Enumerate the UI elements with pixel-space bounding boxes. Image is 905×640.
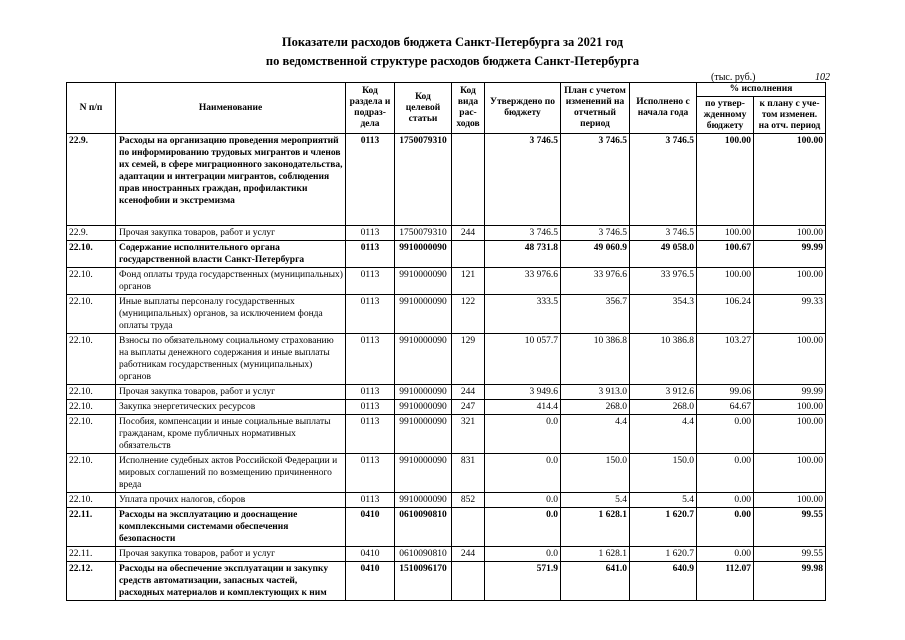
table-row [67, 134, 826, 226]
header-pct-group: % исполнения [697, 83, 826, 97]
row-number: 22.10. [67, 400, 116, 415]
row-approved: 48 731.8 [485, 241, 561, 268]
row-done: 49 058.0 [630, 241, 697, 268]
table-row [67, 547, 826, 562]
row-pct-approved: 0.00 [697, 415, 754, 454]
row-type-code: 244 [452, 547, 485, 562]
row-pct-approved: 106.24 [697, 295, 754, 334]
row-pct-approved: 0.00 [697, 508, 754, 547]
row-plan: 3 746.5 [561, 226, 630, 241]
table-row [67, 241, 826, 268]
row-name: Уплата прочих налогов, сборов [116, 493, 346, 508]
row-type-code: 244 [452, 226, 485, 241]
row-pct-approved: 100.00 [697, 268, 754, 295]
row-target-code: 1750079310 [395, 134, 452, 226]
row-pct-plan: 99.55 [754, 547, 826, 562]
row-type-code [452, 508, 485, 547]
row-type-code: 321 [452, 415, 485, 454]
row-pct-approved: 0.00 [697, 547, 754, 562]
row-done: 1 620.7 [630, 508, 697, 547]
row-plan: 641.0 [561, 562, 630, 601]
header-name: Наименование [116, 83, 346, 134]
row-type-code: 244 [452, 385, 485, 400]
row-target-code: 9910000090 [395, 295, 452, 334]
row-done: 3 746.5 [630, 134, 697, 226]
row-type-code: 122 [452, 295, 485, 334]
row-done: 354.3 [630, 295, 697, 334]
header-num: N п/п [67, 83, 116, 134]
row-target-code: 1750079310 [395, 226, 452, 241]
row-pct-plan: 99.55 [754, 508, 826, 547]
row-number: 22.11. [67, 547, 116, 562]
row-pct-approved: 100.00 [697, 226, 754, 241]
row-plan: 4.4 [561, 415, 630, 454]
budget-table [66, 82, 826, 601]
row-name: Исполнение судебных актов Российской Федерации и мировых соглашений по возмещению причиненного вреда [116, 454, 346, 493]
row-section-code: 0113 [346, 295, 395, 334]
row-done: 268.0 [630, 400, 697, 415]
row-target-code: 0610090810 [395, 547, 452, 562]
row-number: 22.10. [67, 334, 116, 385]
row-target-code: 9910000090 [395, 268, 452, 295]
row-pct-plan: 100.00 [754, 134, 826, 226]
table-row [67, 385, 826, 400]
row-target-code: 9910000090 [395, 385, 452, 400]
row-done: 3 746.5 [630, 226, 697, 241]
row-approved: 0.0 [485, 415, 561, 454]
row-target-code: 9910000090 [395, 334, 452, 385]
row-target-code: 9910000090 [395, 415, 452, 454]
row-target-code: 9910000090 [395, 241, 452, 268]
row-name: Иные выплаты персоналу государственных (муниципальных) органов, за исключением фонда оплаты труда [116, 295, 346, 334]
row-number: 22.10. [67, 415, 116, 454]
table-row [67, 334, 826, 385]
row-target-code: 0610090810 [395, 508, 452, 547]
units-note: (тыс. руб.) [711, 72, 756, 83]
row-target-code: 9910000090 [395, 493, 452, 508]
row-approved: 0.0 [485, 508, 561, 547]
row-section-code: 0410 [346, 508, 395, 547]
header-plan: План с учетом изменений на отчетный период [561, 83, 630, 134]
row-approved: 333.5 [485, 295, 561, 334]
row-pct-plan: 100.00 [754, 268, 826, 295]
row-name: Взносы по обязательному социальному страхованию на выплаты денежного содержания и иные выплаты работникам государственных (муниципальных) органов [116, 334, 346, 385]
row-target-code: 9910000090 [395, 454, 452, 493]
row-pct-plan: 99.98 [754, 562, 826, 601]
row-pct-plan: 100.00 [754, 226, 826, 241]
table-row [67, 295, 826, 334]
row-done: 640.9 [630, 562, 697, 601]
row-section-code: 0113 [346, 454, 395, 493]
row-section-code: 0113 [346, 334, 395, 385]
row-approved: 33 976.6 [485, 268, 561, 295]
row-name: Прочая закупка товаров, работ и услуг [116, 226, 346, 241]
row-plan: 150.0 [561, 454, 630, 493]
row-number: 22.10. [67, 493, 116, 508]
row-done: 4.4 [630, 415, 697, 454]
document-title-line-2: по ведомственной структуре расходов бюджета Санкт-Петербурга [265, 54, 640, 68]
table-row [67, 226, 826, 241]
row-section-code: 0113 [346, 385, 395, 400]
row-pct-approved: 99.06 [697, 385, 754, 400]
row-plan: 268.0 [561, 400, 630, 415]
row-type-code: 247 [452, 400, 485, 415]
row-pct-approved: 0.00 [697, 454, 754, 493]
row-section-code: 0410 [346, 562, 395, 601]
row-number: 22.9. [67, 226, 116, 241]
row-pct-plan: 99.99 [754, 241, 826, 268]
row-section-code: 0113 [346, 134, 395, 226]
row-approved: 0.0 [485, 493, 561, 508]
row-approved: 10 057.7 [485, 334, 561, 385]
row-pct-plan: 100.00 [754, 454, 826, 493]
row-done: 3 912.6 [630, 385, 697, 400]
row-done: 10 386.8 [630, 334, 697, 385]
row-plan: 1 628.1 [561, 547, 630, 562]
row-number: 22.12. [67, 562, 116, 601]
document-title-line-1: Показатели расходов бюджета Санкт-Петербурга за 2021 год [281, 35, 624, 49]
row-section-code: 0113 [346, 241, 395, 268]
row-type-code [452, 562, 485, 601]
row-section-code: 0113 [346, 226, 395, 241]
row-pct-plan: 100.00 [754, 400, 826, 415]
row-target-code: 1510096170 [395, 562, 452, 601]
row-done: 1 620.7 [630, 547, 697, 562]
row-done: 33 976.5 [630, 268, 697, 295]
row-plan: 356.7 [561, 295, 630, 334]
row-section-code: 0113 [346, 415, 395, 454]
row-plan: 10 386.8 [561, 334, 630, 385]
row-type-code: 852 [452, 493, 485, 508]
row-number: 22.9. [67, 134, 116, 226]
row-done: 5.4 [630, 493, 697, 508]
row-name: Содержание исполнительного органа государственной власти Санкт-Петербурга [116, 241, 346, 268]
table-row [67, 562, 826, 601]
row-pct-approved: 100.00 [697, 134, 754, 226]
row-approved: 0.0 [485, 547, 561, 562]
page-number: 102 [815, 72, 830, 83]
row-name: Пособия, компенсации и иные социальные выплаты гражданам, кроме публичных нормативных обязательств [116, 415, 346, 454]
row-plan: 3 746.5 [561, 134, 630, 226]
row-number: 22.10. [67, 268, 116, 295]
row-number: 22.10. [67, 295, 116, 334]
row-pct-approved: 103.27 [697, 334, 754, 385]
row-pct-plan: 100.00 [754, 493, 826, 508]
table-row [67, 268, 826, 295]
row-type-code [452, 241, 485, 268]
row-approved: 3 949.6 [485, 385, 561, 400]
row-pct-plan: 100.00 [754, 415, 826, 454]
row-type-code: 831 [452, 454, 485, 493]
row-pct-plan: 99.99 [754, 385, 826, 400]
row-name: Расходы на организацию проведения мероприятий по информированию трудовых мигрантов и членов их семей, в сфере миграционного законодательства, адаптации и интеграции мигрантов, соблюдения прав иностранных граждан, профилактики ксенофобии и экстремизма [116, 134, 346, 226]
row-approved: 571.9 [485, 562, 561, 601]
table-row [67, 493, 826, 508]
row-name: Расходы на обеспечение эксплуатации и закупку средств автоматизации, запасных частей, расходных материалов и комплектующих к ним [116, 562, 346, 601]
row-pct-plan: 99.33 [754, 295, 826, 334]
header-pct-plan: к плану с уче- том изменен. на отч. период [754, 97, 826, 134]
row-section-code: 0113 [346, 268, 395, 295]
row-plan: 5.4 [561, 493, 630, 508]
row-number: 22.11. [67, 508, 116, 547]
table-row [67, 508, 826, 547]
row-pct-plan: 100.00 [754, 334, 826, 385]
row-name: Расходы на эксплуатацию и дооснащение комплексными системами обеспечения безопасности [116, 508, 346, 547]
row-name: Прочая закупка товаров, работ и услуг [116, 547, 346, 562]
header-pct-approved: по утвер- жденному бюджету [697, 97, 754, 134]
row-type-code: 129 [452, 334, 485, 385]
table-row [67, 415, 826, 454]
row-approved: 3 746.5 [485, 134, 561, 226]
header-approved: Утверждено по бюджету [485, 83, 561, 134]
row-number: 22.10. [67, 241, 116, 268]
row-approved: 3 746.5 [485, 226, 561, 241]
row-section-code: 0113 [346, 493, 395, 508]
row-name: Закупка энергетических ресурсов [116, 400, 346, 415]
table-row [67, 454, 826, 493]
header-target-code: Код целевой статьи [395, 83, 452, 134]
row-done: 150.0 [630, 454, 697, 493]
row-number: 22.10. [67, 385, 116, 400]
row-type-code [452, 134, 485, 226]
row-plan: 1 628.1 [561, 508, 630, 547]
row-section-code: 0410 [346, 547, 395, 562]
row-type-code: 121 [452, 268, 485, 295]
row-pct-approved: 100.67 [697, 241, 754, 268]
row-number: 22.10. [67, 454, 116, 493]
header-type-code: Код вида рас- ходов [452, 83, 485, 134]
header-section-code: Код раздела и подраз- дела [346, 83, 395, 134]
row-pct-approved: 64.67 [697, 400, 754, 415]
row-target-code: 9910000090 [395, 400, 452, 415]
row-plan: 3 913.0 [561, 385, 630, 400]
row-name: Прочая закупка товаров, работ и услуг [116, 385, 346, 400]
row-name: Фонд оплаты труда государственных (муниципальных) органов [116, 268, 346, 295]
row-plan: 49 060.9 [561, 241, 630, 268]
row-approved: 414.4 [485, 400, 561, 415]
row-section-code: 0113 [346, 400, 395, 415]
row-plan: 33 976.6 [561, 268, 630, 295]
header-done: Исполнено с начала года [630, 83, 697, 134]
row-pct-approved: 112.07 [697, 562, 754, 601]
table-row [67, 400, 826, 415]
row-pct-approved: 0.00 [697, 493, 754, 508]
row-approved: 0.0 [485, 454, 561, 493]
